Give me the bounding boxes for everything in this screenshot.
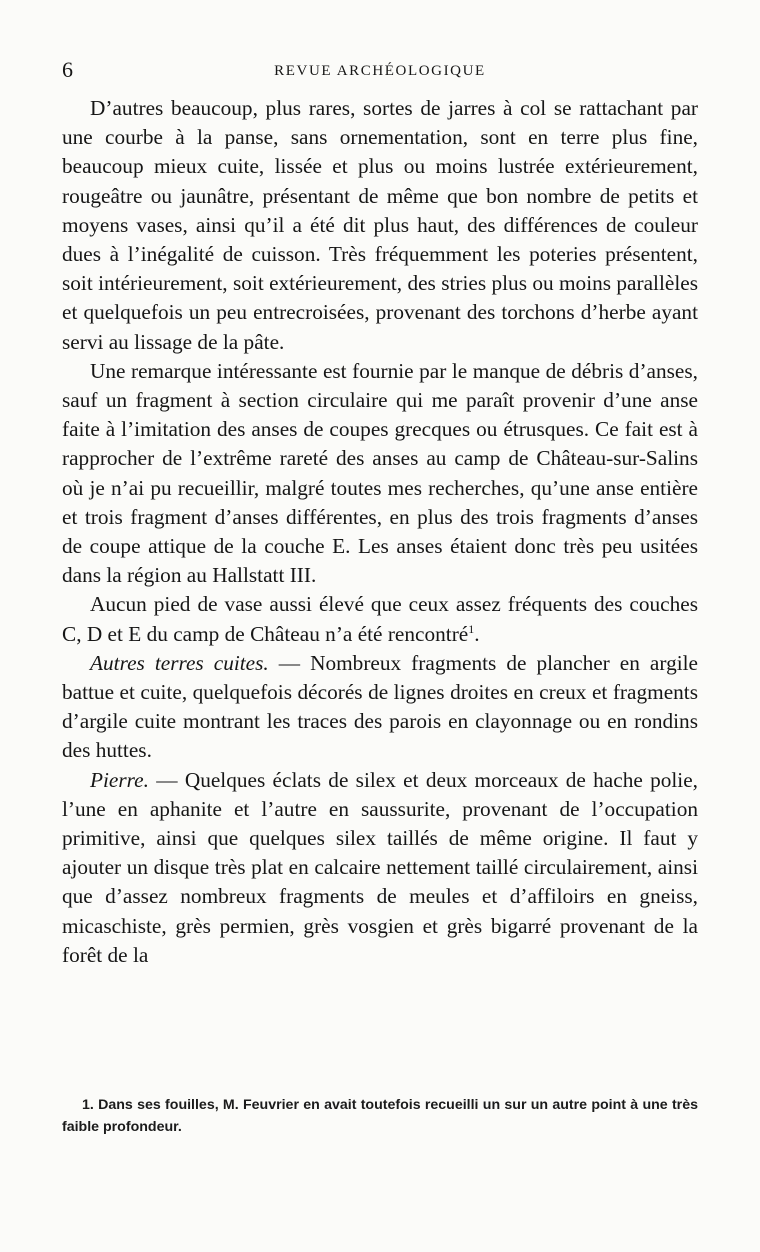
section-heading: Pierre. xyxy=(90,767,149,792)
paragraph xyxy=(62,766,698,970)
page xyxy=(62,55,698,970)
paragraph xyxy=(62,649,698,766)
page-number: 6 xyxy=(62,57,73,82)
footnote-reference[interactable]: 1 xyxy=(468,621,475,636)
paragraph-ending: . xyxy=(474,621,480,646)
paragraph-text: — Nombreux fragments de plancher en argile battue et cuite, quelquefois décorés de lignes droites en creux et fragments d’argile cuite montrant les traces des parois en clayonnage ou en rondins des huttes. xyxy=(62,650,699,763)
footnote xyxy=(62,1094,698,1138)
paragraph-text: Une remarque intéressante est fournie par le manque de débris d’anses, sauf un fragment à section circulaire qui me paraît provenir d’une anse faite à l’imitation des anses de coupes grecques ou étrusques. Ce fait est à rapprocher de l’extrême rareté des anses au camp de Château-sur-Salins où je n’ai pu recueillir, malgré toutes mes recherches, qu’une anse entière et trois fragment d’anses différentes, en plus des trois fragments d’anses de coupe attique de la couche E. Les anses étaient donc très peu usitées dans la région au Hallstatt III. xyxy=(62,358,698,588)
footnotes xyxy=(62,1094,698,1138)
body-text xyxy=(62,94,698,970)
page-header xyxy=(62,55,698,85)
running-title: REVUE ARCHÉOLOGIQUE xyxy=(274,63,486,79)
paragraph-text: — Quelques éclats de silex et deux morceaux de hache polie, l’une en aphanite et l’autre en saussurite, provenant de l’occupation primitive, ainsi que quelques silex taillés de même origine. Il faut y ajouter un disque très plat en calcaire nettement taillé circulairement, ainsi que d’assez nombreux fragments de meules et d’affiloirs en gneiss, micaschiste, grès permien, grès vosgien et grès bigarré provenant de la forêt de la xyxy=(62,767,698,967)
paragraph xyxy=(62,357,698,591)
paragraph xyxy=(62,590,698,648)
paragraph-text: D’autres beaucoup, plus rares, sortes de jarres à col se rattachant par une courbe à la panse, sans ornementation, sont en terre plus fine, beaucoup mieux cuite, lissée et plus ou moins lustrée extérieurement, rougeâtre ou jaunâtre, présentant de même que bon nombre de petits et moyens vases, ainsi qu’il a été dit plus haut, des différences de couleur dues à l’inégalité de cuisson. Très fréquemment les poteries présentent, soit intérieurement, soit extérieurement, des stries plus ou moins parallèles et quelquefois un peu entrecroisées, provenant des torchons d’herbe ayant servi au lissage de la pâte. xyxy=(62,96,698,354)
paragraph-text: Aucun pied de vase aussi élevé que ceux assez fréquents des couches C, D et E du camp de Château n’a été rencontré xyxy=(62,592,698,646)
section-heading: Autres terres cuites. xyxy=(90,650,269,675)
footnote-text: Dans ses fouilles, M. Feuvrier en avait toutefois recueilli un sur un autre point à une très faible profondeur. xyxy=(62,1097,698,1135)
paragraph xyxy=(62,94,698,357)
footnote-marker: 1. xyxy=(82,1097,94,1113)
